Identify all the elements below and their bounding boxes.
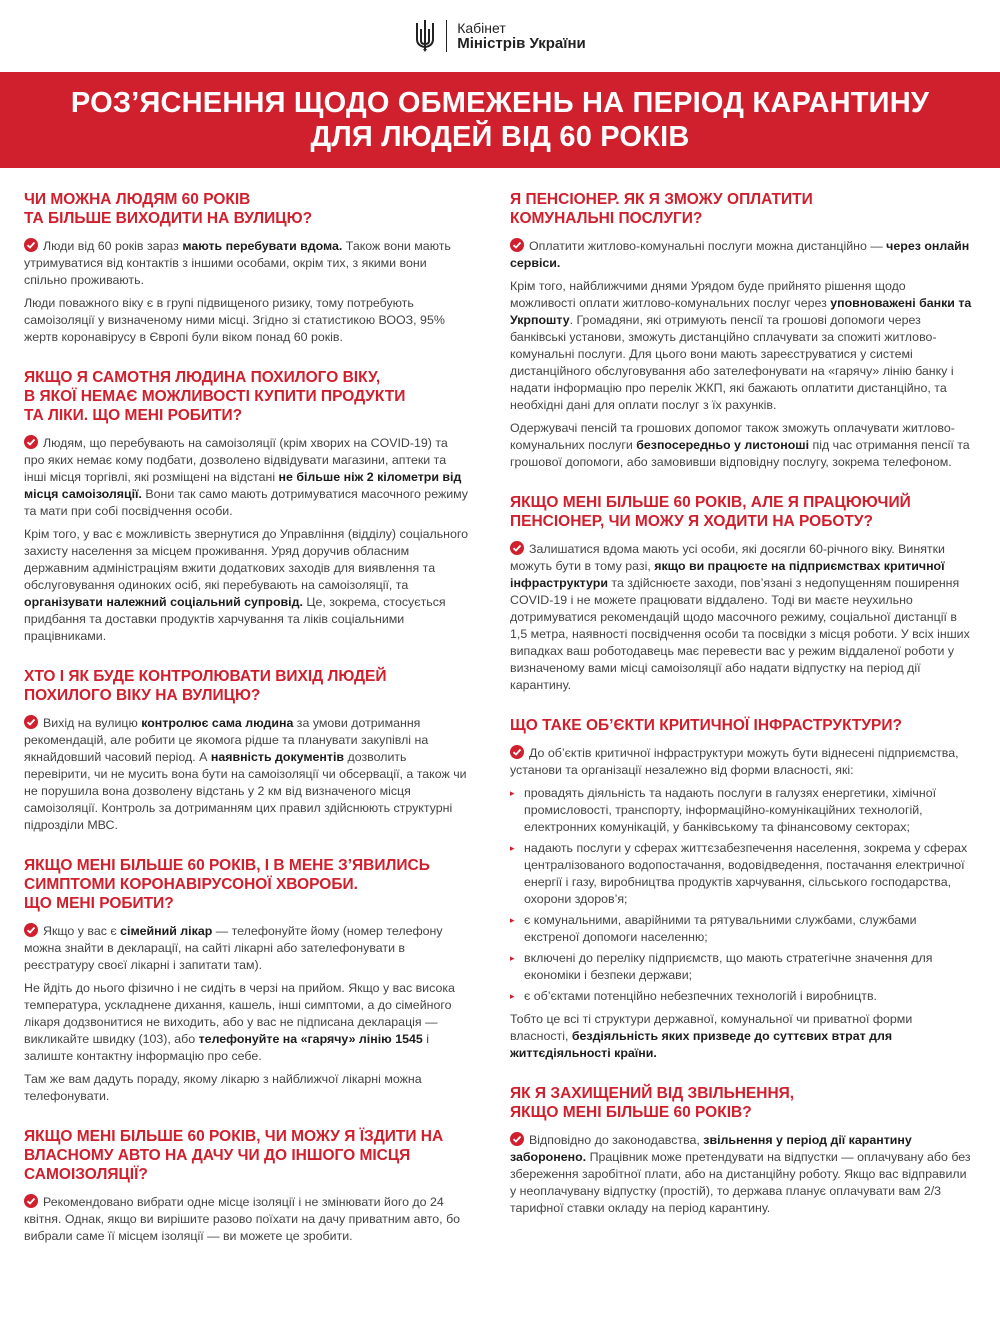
question-title — [24, 856, 470, 913]
faq-section — [24, 190, 470, 346]
text-run: Не йдіть до нього фізично і не сидіть в черзі на прийом. Якщо у вас висока температура, ускладнене дихання, кашель, інші симптоми, а до сімейного лікаря додзвонитися не виходить, або у вас не підписана декларація — викликайте швидку (103), або — [24, 981, 455, 1046]
text-run: . Громадяни, які отримують пенсії та грошові допомоги через банківські установи, зможуть дистанційно сплачувати за спожиті житлово-комунальні послуги. Для цього вони мають зареєструватися у системі дистанційного обслуговування або зателефонувати на «гарячу» лінію банку і надати інформацію про перелік ЖКП, які бажають оплатити дистанційно, та необхідні дані для оплати послуг з їх рахунків. — [510, 313, 954, 412]
text-run: Також вони мають утримуватися від контактів з іншими особами, окрім тих, з якими вони спільно проживають. — [24, 239, 451, 287]
logo-text — [457, 20, 586, 52]
logo-line2: Міністрів України — [457, 35, 586, 52]
bold-text: бездіяльність яких призведе до суттєвих втрат для життєдіяльності країни. — [510, 1029, 893, 1060]
bold-text: організувати належний соціальний супровід. — [24, 595, 303, 609]
bold-text: наявність документів — [210, 750, 345, 764]
text-run: та здійснюєте заходи, пов’язані з недопущенням поширення COVID-19 і не можете працювати віддалено. Тоді ви маєте неухильно дотримуватися рекомендацій щодо масочного режиму, соціальної дистанції в 1,5 метра, наявності посвідчення особи та посвідки з місця роботи. У всіх інших випадках ваш роботодавець має перевести вас у режим віддаленої роботи у визначеному вами місці самоізоляції або надати відпустку на період дії карантину. — [510, 576, 970, 692]
text-run: Людям, що перебувають на самоізоляції (крім хворих на COVID-19) та про яких немає кому подбати, дозволено відвідувати магазини, аптеки та інші місця торгівлі, які розміщені на відстані — [24, 436, 448, 484]
question-title-line: ХТО І ЯК БУДЕ КОНТРОЛЮВАТИ ВИХІД ЛЮДЕЙ — [24, 668, 387, 685]
bold-text: сімейний лікар — [120, 924, 213, 938]
faq-section — [510, 1084, 972, 1217]
bold-text: контролює сама людина — [141, 716, 294, 730]
bold-text: не більше ніж 2 кілометри від місця самоізоляції. — [24, 470, 462, 501]
checkmark-icon — [24, 715, 38, 729]
question-title — [510, 190, 972, 228]
bold-text: через онлайн сервіси. — [510, 239, 970, 270]
checkmark-icon — [24, 238, 38, 252]
bold-text: звільнення у період дії карантину заборонено. — [510, 1133, 912, 1164]
question-title-line: ЩО МЕНІ РОБИТИ? — [24, 895, 174, 912]
faq-section — [510, 190, 972, 471]
text-run: і залиште контактну інформацію про себе. — [24, 1032, 429, 1063]
paragraph — [24, 1194, 470, 1245]
text-run: за умови дотримання рекомендацій, але робити це якомога рідше та планувати закупівлі на якнайдовший часовий період. А — [24, 716, 429, 764]
bullet-item — [510, 950, 972, 984]
paragraph — [510, 1011, 972, 1062]
question-title — [510, 1084, 972, 1122]
checkmark-icon — [510, 745, 524, 759]
text-run: Це, зокрема, стосується придбання та доставки продуктів харчування та ліків соціальними працівниками. — [24, 595, 446, 643]
faq-section — [24, 856, 470, 1105]
paragraph — [24, 715, 470, 834]
question-title-line: ЯКЩО Я САМОТНЯ ЛЮДИНА ПОХИЛОГО ВІКУ, — [24, 369, 381, 386]
paragraph — [510, 1132, 972, 1217]
logo — [414, 19, 586, 53]
question-title — [24, 190, 470, 228]
bullet-text: надають послуги у сферах життєзабезпечення населення, зокрема у сферах централізованого водопостачання, водовідведення, постачання електричної енергії і газу, виробництва продуктів харчування, сільського господарства, охорони здоров’я; — [524, 841, 968, 906]
bullet-item — [510, 912, 972, 946]
bullet-text: є комунальними, аварійними та рятувальними службами, службами екстреної допомоги населенню; — [524, 913, 917, 944]
bullet-text: провадять діяльність та надають послуги в галузях енергетики, хімічної промисловості, транспорту, інформаційно-комунікаційних технологій, електронних комунікацій, у банківському та фінансовому секторах; — [524, 786, 937, 834]
checkmark-icon — [510, 1132, 524, 1146]
right-column — [510, 190, 972, 1239]
title-banner — [0, 72, 1000, 168]
faq-section — [510, 716, 972, 1062]
bullet-item — [510, 988, 972, 1005]
checkmark-icon — [24, 435, 38, 449]
text-run: Там же вам дадуть пораду, якому лікарю з найближчої лікарні можна телефонувати. — [24, 1072, 422, 1103]
question-title-line: ВЛАСНОМУ АВТО НА ДАЧУ ЧИ ДО ІНШОГО МІСЦЯ — [24, 1147, 411, 1164]
text-run: Люди поважного віку є в групі підвищеного ризику, тому потребують самоізоляції у визначеному ними місці. Згідно зі статистикою ВООЗ, 95% жертв коронавірусу в Європі були віком понад 60 років. — [24, 296, 445, 344]
text-run: — телефонуйте йому (номер телефону можна знайти в декларації, на сайті лікарні або зателефонувати в реєстратуру своєї лікарні і запитати там). — [24, 924, 443, 972]
paragraph — [24, 295, 470, 346]
paragraph — [24, 526, 470, 645]
question-title-line: ЧИ МОЖНА ЛЮДЯМ 60 РОКІВ — [24, 191, 251, 208]
paragraph — [510, 541, 972, 694]
question-title-line: ЯКЩО МЕНІ БІЛЬШЕ 60 РОКІВ, АЛЕ Я ПРАЦЮЮЧИЙ — [510, 494, 911, 511]
text-run: Вихід на вулицю — [43, 716, 142, 730]
paragraph — [24, 923, 470, 974]
question-title-line: САМОІЗОЛЯЦІЇ? — [24, 1166, 148, 1183]
text-run: Одержувачі пенсій та грошових допомог також зможуть оплачувати житлово-комунальних послуги — [510, 421, 955, 452]
paragraph — [510, 278, 972, 414]
question-title-line: ТА ЛІКИ. ЩО МЕНІ РОБИТИ? — [24, 407, 243, 424]
paragraph — [510, 745, 972, 779]
faq-section — [24, 667, 470, 834]
bold-text: мають перебувати вдома. — [182, 239, 343, 253]
bullet-text: включені до переліку підприємств, що мають стратегічне значення для економіки і безпеки держави; — [524, 951, 933, 982]
question-title — [510, 716, 972, 735]
logo-line1: Кабінет — [457, 20, 506, 36]
question-title-line: ЯКЩО МЕНІ БІЛЬШЕ 60 РОКІВ? — [510, 1104, 752, 1121]
text-run: Крім того, найближчими днями Урядом буде прийнято рішення щодо можливості оплати житлово-комунальних послуг через — [510, 279, 906, 310]
text-run: Якщо у вас є — [43, 924, 121, 938]
question-title-line: В ЯКОЇ НЕМАЄ МОЖЛИВОСТІ КУПИТИ ПРОДУКТИ — [24, 388, 406, 405]
bullet-text: є об’єктами потенційно небезпечних технологій і виробництв. — [524, 989, 877, 1003]
question-title — [24, 368, 470, 425]
banner-title-line2: ДЛЯ ЛЮДЕЙ ВІД 60 РОКІВ — [310, 121, 690, 153]
paragraph — [24, 238, 470, 289]
bullet-item — [510, 785, 972, 836]
question-title-line: ПОХИЛОГО ВІКУ НА ВУЛИЦЮ? — [24, 687, 261, 704]
faq-section — [24, 1127, 470, 1245]
checkmark-icon — [510, 238, 524, 252]
text-run: Рекомендовано вибрати одне місце ізоляції і не змінювати його до 24 квітня. Однак, якщо ви вирішите разово поїхати на дачу приватним авто, бо вибрали саме її місцем ізоляції — ви можете це зробити. — [24, 1195, 461, 1243]
page-header — [0, 0, 1000, 72]
text-run: під час отримання пенсії та грошової допомоги, або замовивши відповідну послугу, зокрема телефоном. — [510, 438, 970, 469]
question-title — [24, 667, 470, 705]
triangle-bullet-icon: ▸ — [510, 953, 515, 963]
text-run: Відповідно до законодавства, — [529, 1133, 704, 1147]
paragraph — [24, 435, 470, 520]
checkmark-icon — [510, 541, 524, 555]
text-run: До об’єктів критичної інфраструктури можуть бути віднесені підприємства, установи та організації незалежно від форми власності, які: — [510, 746, 959, 777]
logo-separator — [446, 20, 447, 52]
question-title-line: ЯКЩО МЕНІ БІЛЬШЕ 60 РОКІВ, ЧИ МОЖУ Я ЇЗДИТИ НА — [24, 1128, 444, 1145]
question-title-line: СИМПТОМИ КОРОНАВІРУСОНОЇ ХВОРОБИ. — [24, 876, 358, 893]
question-title — [24, 1127, 470, 1184]
triangle-bullet-icon: ▸ — [510, 788, 515, 798]
bullet-item — [510, 840, 972, 908]
checkmark-icon — [24, 923, 38, 937]
text-run: Оплатити житлово-комунальні послуги можна дистанційно — — [529, 239, 887, 253]
left-column — [24, 190, 470, 1267]
text-run: Тобто це всі ті структури державної, комунальної чи приватної форми власності, — [510, 1012, 913, 1043]
bold-text: телефонуйте на «гарячу» лінію 1545 — [198, 1032, 423, 1046]
paragraph — [510, 420, 972, 471]
question-title-line: ТА БІЛЬШЕ ВИХОДИТИ НА ВУЛИЦЮ? — [24, 210, 313, 227]
faq-section — [24, 368, 470, 645]
text-run: Вони так само мають дотримуватися масочного режиму та мати при собі посвідчення особи. — [24, 487, 469, 518]
question-title-line: ЩО ТАКЕ ОБ’ЄКТИ КРИТИЧНОЇ ІНФРАСТРУКТУРИ? — [510, 717, 902, 734]
bold-text: безпосередньо у листоноші — [636, 438, 810, 452]
bold-text: якщо ви працюєте на підприємствах критичної інфраструктури — [510, 559, 945, 590]
text-run: Працівник може претендувати на відпустки — оплачувану або без збереження заробітної плати, або на дистанційну роботу. Якщо вас відправили у неоплачувану відпустку (простій), то держава планує оплачувати вам 2/3 тарифної ставки окладу на період карантину. — [510, 1150, 971, 1215]
question-title-line: ЯК Я ЗАХИЩЕНИЙ ВІД ЗВІЛЬНЕННЯ, — [510, 1085, 795, 1102]
trident-icon — [414, 19, 436, 53]
question-title-line: ПЕНСІОНЕР, ЧИ МОЖУ Я ХОДИТИ НА РОБОТУ? — [510, 513, 874, 530]
text-run: Люди від 60 років зараз — [43, 239, 183, 253]
question-title-line: КОМУНАЛЬНІ ПОСЛУГИ? — [510, 210, 703, 227]
text-run: Крім того, у вас є можливість звернутися до Управління (відділу) соціального захисту населення за місцем проживання. Уряд доручив обласним державним адміністраціям вжити додаткових заходів для виявлення та обслуговування одиноких осіб, які перебувають на самоізоляції, та — [24, 527, 469, 592]
question-title — [510, 493, 972, 531]
checkmark-icon — [24, 1194, 38, 1208]
paragraph — [510, 238, 972, 272]
banner-title-line1: РОЗ’ЯСНЕННЯ ЩОДО ОБМЕЖЕНЬ НА ПЕРІОД КАРАНТИНУ — [70, 87, 930, 119]
faq-section — [510, 493, 972, 694]
text-run: дозволить перевірити, чи не мусить вона бути на самоізоляції чи обсервації, а також чи не порушила вона дозволену відстань у 2 км від визначеного місця самоізоляції. Контроль за дотриманням цих правил здійснюють структурні підрозділи МВС. — [24, 750, 467, 832]
bold-text: уповноважені банки та Укрпошту — [510, 296, 972, 327]
question-title-line: Я ПЕНСІОНЕР. ЯК Я ЗМОЖУ ОПЛАТИТИ — [510, 191, 813, 208]
paragraph — [24, 980, 470, 1065]
question-title-line: ЯКЩО МЕНІ БІЛЬШЕ 60 РОКІВ, І В МЕНЕ З’ЯВИЛИСЬ — [24, 857, 430, 874]
paragraph — [24, 1071, 470, 1105]
text-run: Залишатися вдома мають усі особи, які досягли 60-річного віку. Винятки можуть бути в тому разі, — [510, 542, 945, 573]
triangle-bullet-icon: ▸ — [510, 843, 515, 853]
triangle-bullet-icon: ▸ — [510, 991, 515, 1001]
triangle-bullet-icon: ▸ — [510, 915, 515, 925]
